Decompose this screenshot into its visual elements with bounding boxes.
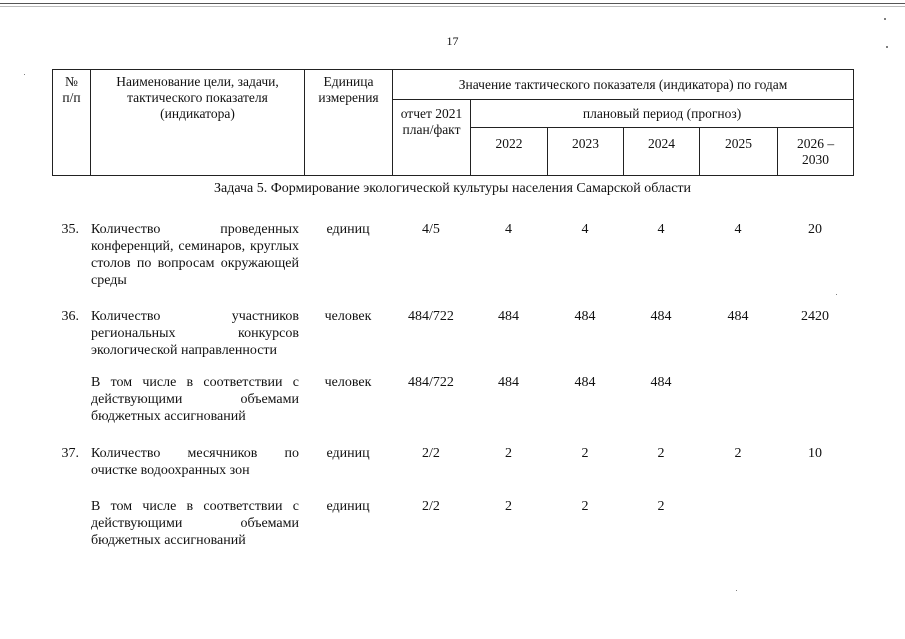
value-2023: 4	[581, 222, 589, 237]
value-2022: 484	[498, 309, 519, 324]
value-2021: 484/722	[408, 309, 454, 324]
header-year: 2023	[548, 128, 624, 176]
value-2024: 2	[657, 499, 665, 514]
value-2021: 2/2	[422, 499, 440, 514]
row-number: 36.	[61, 309, 79, 324]
value-2024: 2	[657, 446, 665, 461]
header-values: Значение тактического показателя (индикатора) по годам	[393, 70, 854, 100]
task-title: Задача 5. Формирование экологической культуры населения Самарской области	[213, 181, 692, 196]
scan-speck	[884, 18, 886, 20]
header-year: 2024	[624, 128, 700, 176]
scan-speck	[836, 294, 837, 295]
value-2021: 2/2	[422, 446, 440, 461]
value-2022: 2	[505, 446, 512, 461]
indicator-name: Количество месячников по очистке водоохранных зон	[91, 446, 299, 478]
header-num: № п/п	[53, 70, 91, 176]
value-2023: 2	[581, 446, 589, 461]
value-2024: 484	[650, 309, 672, 324]
header-year: 2026 – 2030	[778, 128, 854, 176]
row-number: 37.	[61, 446, 79, 461]
value-2023: 484	[574, 309, 596, 324]
unit: единиц	[326, 446, 370, 461]
scan-top-border	[0, 3, 905, 4]
value-2023: 484	[574, 375, 596, 390]
unit: человек	[324, 309, 372, 324]
page-number: 17	[446, 34, 459, 48]
value-2026-2030: 20	[808, 222, 822, 237]
unit: единиц	[326, 499, 370, 514]
scan-top-border-shadow	[0, 6, 905, 7]
value-2026-2030: 2420	[801, 309, 829, 324]
value-2022: 484	[498, 375, 519, 390]
unit: единиц	[326, 222, 370, 237]
header-report: отчет 2021 план/факт	[393, 100, 471, 176]
value-2025: 2	[734, 446, 742, 461]
value-2026-2030: 10	[808, 446, 822, 461]
value-2021: 484/722	[408, 375, 454, 390]
header-unit: Единица измерения	[305, 70, 393, 176]
row-number: 35.	[61, 222, 79, 237]
indicator-name: В том числе в соответствии с действующими объемами бюджетных ассигнований	[91, 499, 299, 548]
unit: человек	[324, 375, 372, 390]
indicator-name: Количество участников региональных конкурсов экологической направленности	[91, 309, 299, 358]
value-2024: 4	[657, 222, 665, 237]
value-2022: 2	[505, 499, 512, 514]
header-name: Наименование цели, задачи, тактического показателя (индикатора)	[91, 70, 305, 176]
value-2024: 484	[650, 375, 672, 390]
value-2022: 4	[505, 222, 512, 237]
header-year: 2025	[700, 128, 778, 176]
value-2023: 2	[581, 499, 589, 514]
scan-speck	[886, 46, 888, 48]
scan-speck	[24, 74, 25, 75]
indicator-table-header	[52, 69, 854, 176]
header-year: 2022	[471, 128, 548, 176]
value-2021: 4/5	[422, 222, 440, 237]
scan-speck	[736, 590, 737, 591]
indicator-name: Количество проведенных конференций, семинаров, круглых столов по вопросам окружающей среды	[91, 222, 299, 288]
value-2025: 4	[734, 222, 742, 237]
value-2025: 484	[727, 309, 749, 324]
indicator-name: В том числе в соответствии с действующими объемами бюджетных ассигнований	[91, 375, 299, 424]
header-plan: плановый период (прогноз)	[471, 100, 854, 128]
